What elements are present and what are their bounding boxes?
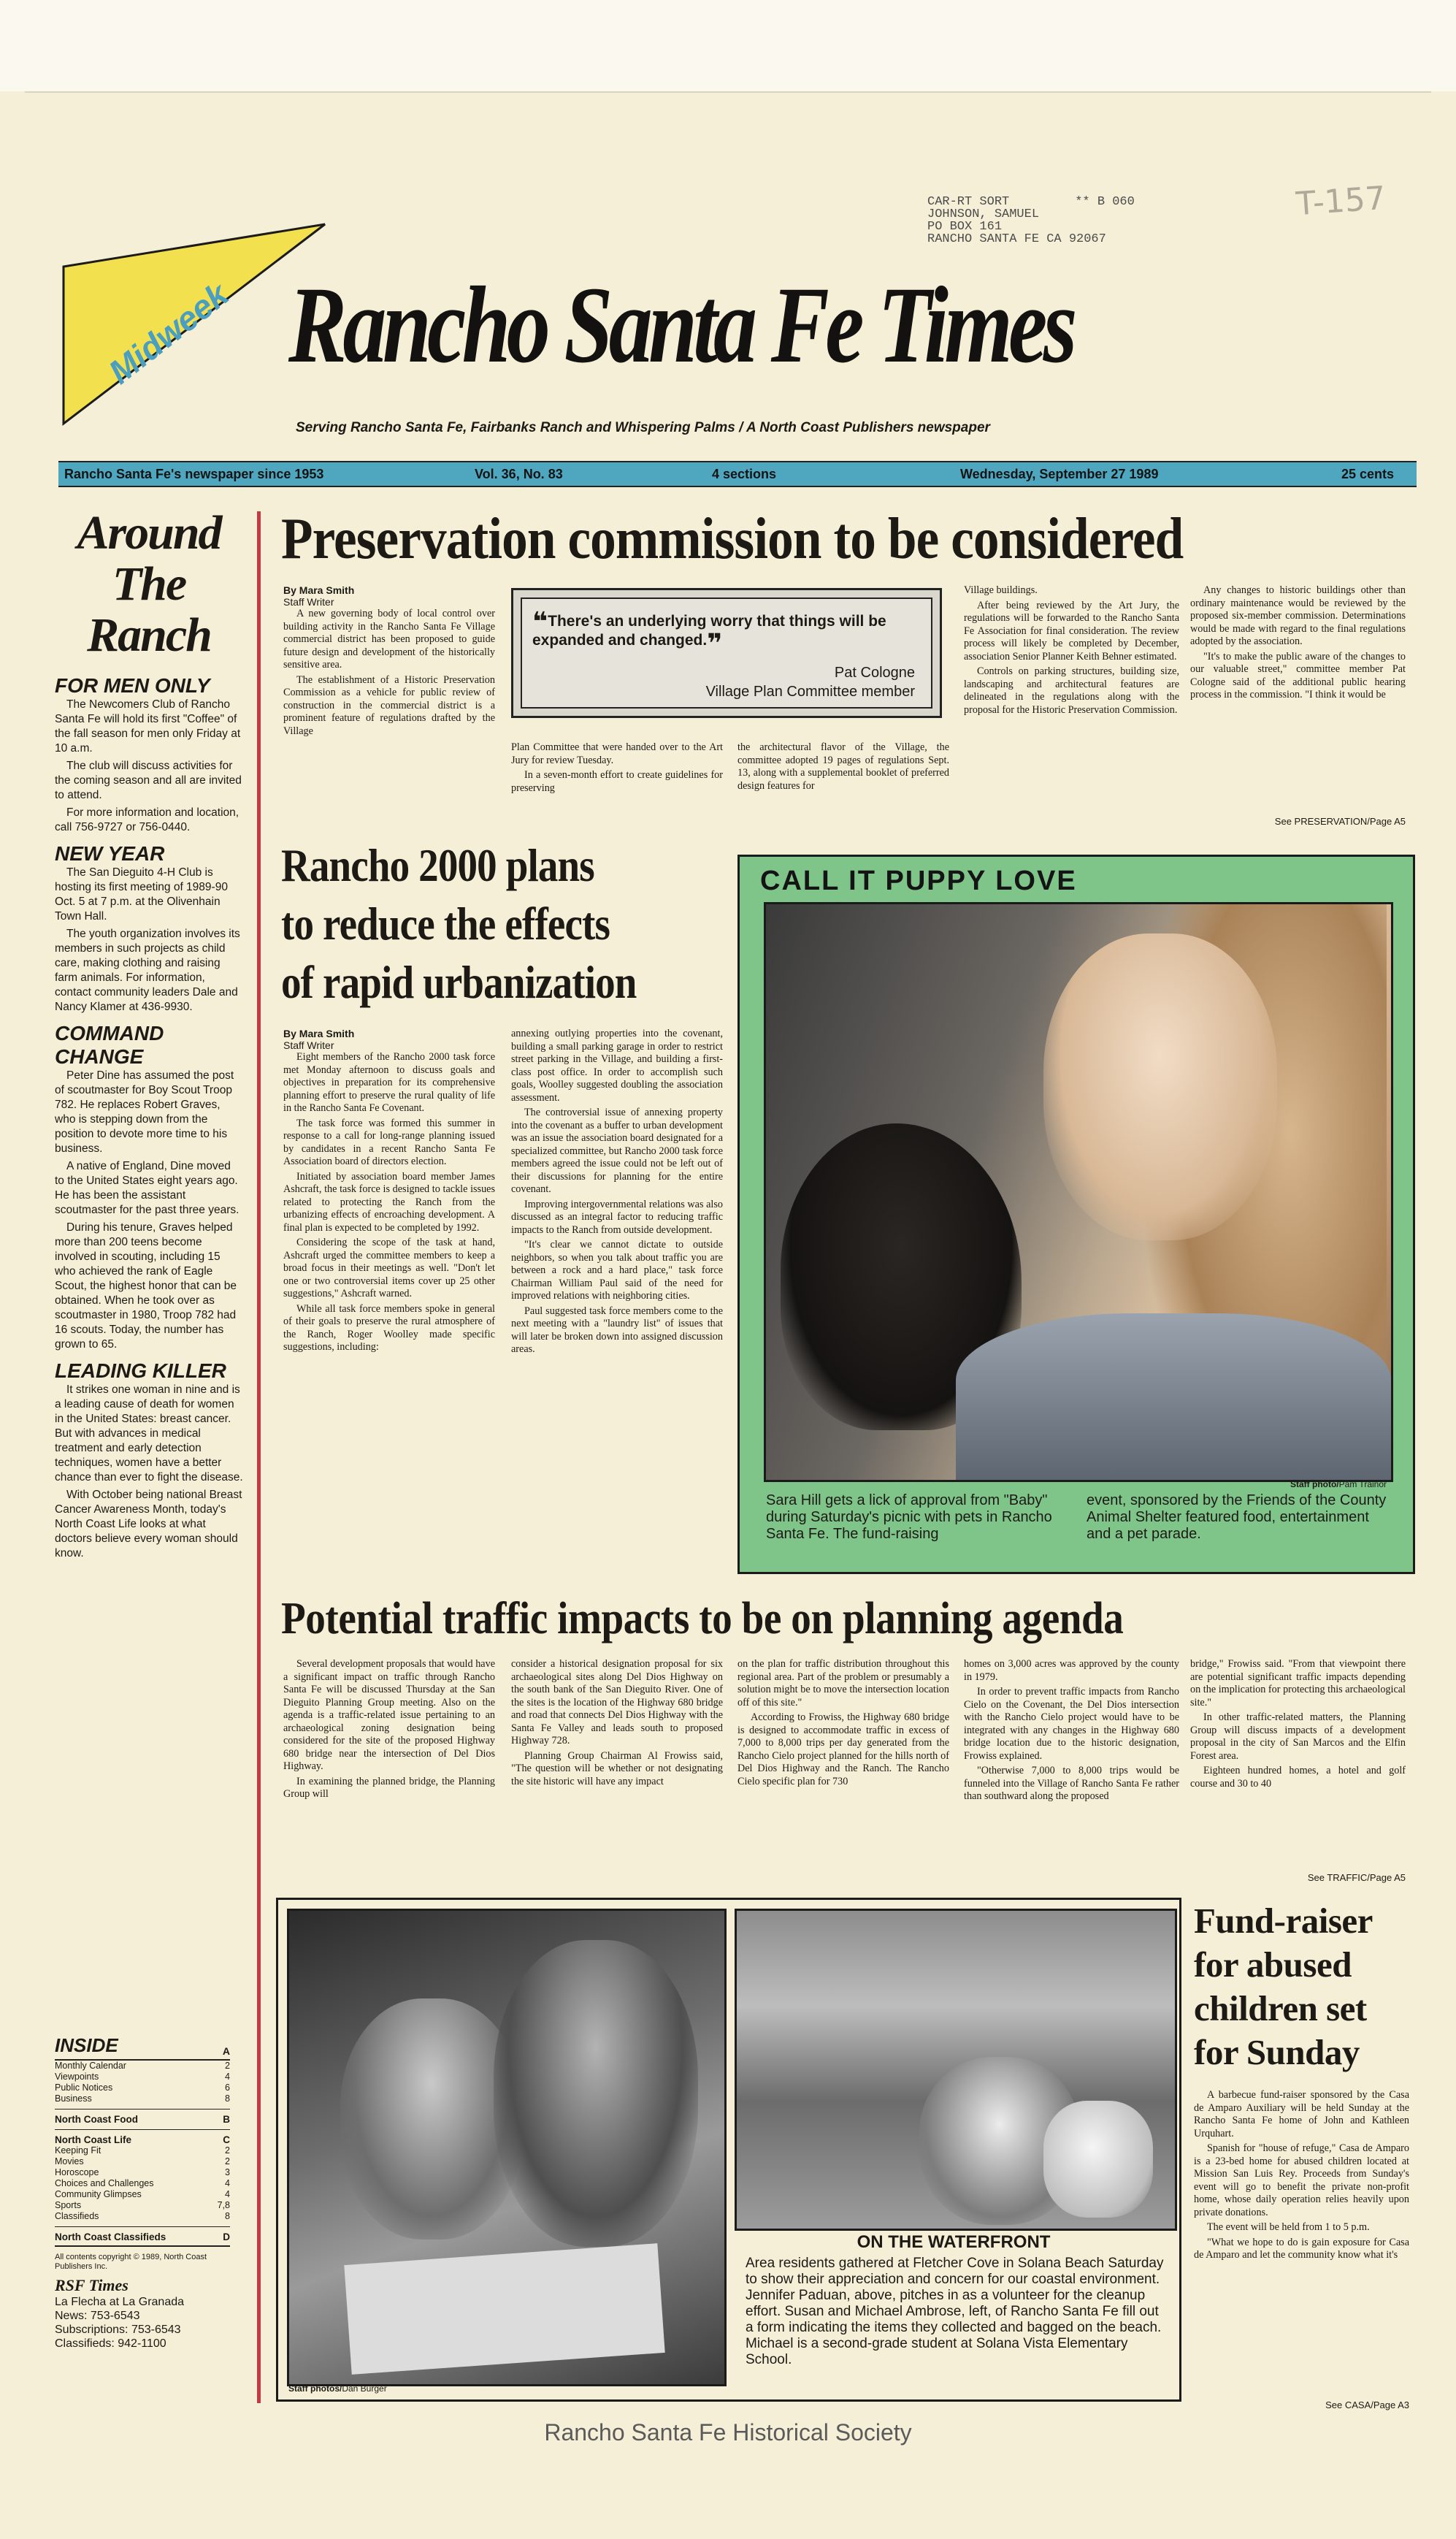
story1-paragraph: "It's to make the public aware of the changes to our valuable street," committee member Pat Cologne said of the additional public hearing process in the commission. "I think it would be: [1190, 650, 1406, 700]
index-row-page: 2: [225, 2061, 230, 2071]
story1-col1: [283, 584, 495, 740]
sidebar-title-line: The: [112, 557, 186, 611]
index-row: [55, 2156, 230, 2167]
label-line2: JOHNSON, SAMUEL: [927, 207, 1040, 221]
index-row-page: 8: [225, 2211, 230, 2221]
story2-byline: By Mara Smith: [283, 1028, 355, 1039]
story2-paragraph: Eight members of the Rancho 2000 task force met Monday afternoon to discuss goals and objectives in preparation for its comprehensive planning effort to preserve the rural quality of life in the Rancho Santa Fe Covenant.: [283, 1051, 495, 1114]
index-row: [55, 2072, 230, 2082]
label-line1: CAR-RT SORT: [927, 195, 1010, 209]
sidebar-item-text: Peter Dine has assumed the post of scoutmaster for Boy Scout Troop 782. He replaces Robert Graves, who is stepping down from the position to devote more time to his business.: [55, 1069, 234, 1155]
index-section: [55, 2109, 230, 2125]
story2-paragraph: Considering the scope of the task at hand, Ashcraft urged the committee members to keep a broad focus in their meetings as well. "Don't let one or two controversial items cover up 25 other suggestions," Ashcraft warned.: [283, 1237, 495, 1299]
office-address: La Flecha at La Granada: [55, 2296, 185, 2308]
inside-index: [55, 2034, 230, 2351]
sidebar-title-line: Ranch: [87, 608, 211, 662]
story1-headline: Preservation commission to be considered: [281, 507, 1184, 571]
index-row: [55, 2061, 230, 2072]
sidebar-item: [55, 1022, 243, 1352]
close-quote-glyph: ❞: [707, 628, 723, 658]
story1-paragraph: The establishment of a Historic Preservation Commission as a vehicle for public review of construction in the commercial district is a prominent feature of regulations drafted by the Village: [283, 673, 495, 737]
waterfront-photo-right: [735, 1909, 1177, 2231]
credit-label: Staff photo/: [1290, 1479, 1339, 1489]
index-row-label: Community Glimpses: [55, 2189, 142, 2199]
sidebar-item-text: The youth organization involves its members in such projects as child care, making clothing and raising farm animals. For information, contact community leaders Dale and Nancy Klamer at 436-9930.: [55, 928, 240, 1013]
story1-paragraph: Controls on parking structures, building size, landscaping and architectural features are delineated in the regulations along with the proposal for the Historic Preservation Commission.: [964, 665, 1179, 716]
sidebar-item-head: FOR MEN ONLY: [55, 674, 210, 697]
office-subscriptions: Subscriptions: 753-6543: [55, 2324, 181, 2336]
story3-paragraph: on the plan for traffic distribution throughout this regional area. Part of the problem or presumably a solution might be to move the intersection location off of this site.": [737, 1658, 949, 1708]
story3-paragraph: "Otherwise 7,000 to 8,000 trips would be funneled into the Village of Rancho Santa Fe rather than southward along the proposed: [964, 1765, 1179, 1802]
index-row-page: 2: [225, 2145, 230, 2156]
photo-adult: [494, 1940, 698, 2247]
index-row-page: 6: [225, 2082, 230, 2093]
story1-paragraph: In a seven-month effort to create guidelines for preserving: [511, 769, 723, 794]
index-row: [55, 2200, 230, 2211]
mailing-label: [927, 196, 1205, 245]
story1-col2: [511, 741, 723, 797]
index-section-label: North Coast Life: [55, 2134, 132, 2145]
sidebar-item-text: It strikes one woman in nine and is a leading cause of death for women in the United States: breast cancer. But with advances in medical treatment and early detection techniques, women have a better chance than ever to fight the disease.: [55, 1383, 243, 1484]
index-row-label: Keeping Fit: [55, 2145, 101, 2156]
index-row: [55, 2178, 230, 2189]
sidebar-title: [55, 508, 243, 661]
index-row-label: Business: [55, 2093, 92, 2104]
story3-paragraph: consider a historical designation proposal for six archaeological sites along Del Dios Highway on the south bank of the San Dieguito River. One of the sites is the location of the Highway 680 bridge and road that connects Del Dios Highway with the Santa Fe Valley and leads south to proposed Highway 728.: [511, 1658, 723, 1746]
index-row-label: Choices and Challenges: [55, 2178, 154, 2188]
story1-role: Staff Writer: [283, 596, 334, 608]
waterfront-title: ON THE WATERFRONT: [857, 2232, 1051, 2252]
index-section-label: North Coast Food: [55, 2114, 138, 2125]
story2-headline: [281, 836, 637, 1012]
index-section: [55, 2129, 230, 2145]
label-code: ** B 060: [1075, 195, 1135, 209]
masthead-strip: [58, 461, 1417, 487]
index-row-label: Public Notices: [55, 2082, 113, 2093]
index-section-letter: C: [223, 2134, 230, 2145]
sidebar-title-line: Around: [77, 506, 221, 560]
story3-col3: [737, 1658, 949, 1790]
scan-edge: [0, 0, 1456, 91]
story3-paragraph: In order to prevent traffic impacts from Rancho Cielo on the Covenant, the Del Dios intersection with the Rancho Cielo project would have to be integrated with any changes in the Highway 680 bridge location due to the historic designation, Frowiss explained.: [964, 1686, 1179, 1762]
story2-headline-line: to reduce the effects: [281, 898, 610, 950]
story1-paragraph: Any changes to historic buildings other than ordinary maintenance would be reviewed by the proposed six-member commission. Determinations would be made with regard to the final regulations adopted by the association.: [1190, 584, 1406, 647]
puppy-love-header: CALL IT PUPPY LOVE: [760, 866, 1077, 896]
story1-col4: [964, 584, 1179, 719]
story4-headline-line: for abused: [1194, 1944, 1352, 1985]
index-section: [55, 2226, 230, 2247]
sidebar-item-text: The Newcomers Club of Rancho Santa Fe will hold its first "Coffee" of the fall season for men only Friday at 10 a.m.: [55, 698, 241, 755]
story1-paragraph: After being reviewed by the Art Jury, the regulations will be forwarded to the Rancho Santa Fe Association for final consideration. The review process will likely be completed by December, association Senior Planner Keith Behner estimated.: [964, 599, 1179, 663]
sidebar-item-text: A native of England, Dine moved to the United States eight years ago. He has been the assistant scoutmaster for the past three years.: [55, 1160, 240, 1216]
story2-paragraph: While all task force members spoke in general of their goals to preserve the rural atmosphere of the Ranch, Roger Woolley made specific suggestions, including:: [283, 1302, 495, 1353]
story2-paragraph: Paul suggested task force members come to the next meeting with a "laundry list" of issues that will later be broken down into assigned discussion areas.: [511, 1305, 723, 1355]
story1-paragraph: A new governing body of local control over building activity in the Rancho Santa Fe Village commercial district has been proposed to guide future design and development of the historically sensitive area.: [283, 608, 495, 671]
story2-paragraph: The task force was formed this summer in response to a call for long-range planning issued by candidates in a recent Rancho Santa Fe Association board of directors election.: [283, 1117, 495, 1167]
story2-paragraph: Improving intergovernmental relations was also discussed as an integral factor to reducing traffic impacts to the Ranch from outside development.: [511, 1198, 723, 1236]
story2-headline-line: of rapid urbanization: [281, 956, 637, 1008]
index-row-label: Movies: [55, 2156, 84, 2166]
credit-name: Pam Trainor: [1338, 1479, 1387, 1489]
index-section-label: North Coast Classifieds: [55, 2231, 166, 2242]
index-section-letter: B: [223, 2114, 230, 2125]
waterfront-photo-left: [287, 1909, 727, 2386]
strip-sections: 4 sections: [712, 467, 777, 481]
story4-headline-line: Fund-raiser: [1194, 1901, 1373, 1941]
credit-label: Staff photos/: [288, 2383, 342, 2394]
story2-paragraph: "It's clear we cannot dictate to outside neighbors, so when you talk about traffic you are between a rock and a hard place," task force Chairman William Paul said of the need for improved relations with neighboring cities.: [511, 1239, 723, 1302]
story4-paragraph: A barbecue fund-raiser sponsored by the Casa de Amparo Auxiliary will be held Sunday at the Rancho Santa Fe home of John and Kathleen Urquhart.: [1194, 2089, 1409, 2139]
story1-byline: By Mara Smith: [283, 584, 355, 596]
story3-paragraph: homes on 3,000 acres was approved by the county in 1979.: [964, 1658, 1179, 1683]
office-title: RSF Times: [55, 2276, 129, 2294]
story4-paragraph: The event will be held from 1 to 5 p.m.: [1207, 2221, 1370, 2233]
historical-society-watermark: Rancho Santa Fe Historical Society: [544, 2419, 912, 2446]
story4-paragraph: "What we hope to do is gain exposure for Casa de Amparo and let the community know what it's: [1194, 2236, 1409, 2261]
story3-paragraph: Planning Group Chairman Al Frowiss said, "The question will be whether or not designating the site historic will have any impact: [511, 1749, 723, 1787]
masthead-title: Rancho Santa Fe Times: [288, 264, 1073, 386]
index-row-page: 3: [225, 2167, 230, 2177]
story3-col1: [283, 1658, 495, 1803]
index-row: [55, 2211, 230, 2222]
puppy-photo: [764, 902, 1393, 1482]
index-title: INSIDE: [55, 2034, 118, 2056]
story4-headline: [1194, 1899, 1413, 2074]
pull-quote-box: [511, 588, 942, 718]
sidebar: [55, 508, 243, 1564]
sidebar-item-text: The San Dieguito 4-H Club is hosting its first meeting of 1989-90 Oct. 5 at 7 p.m. at the Olivenhain Town Hall.: [55, 866, 228, 923]
open-quote-glyph: ❝: [532, 606, 548, 636]
pull-quote-text: [532, 606, 921, 658]
waterfront-block: [276, 1898, 1181, 2402]
index-row-page: 8: [225, 2093, 230, 2104]
office-news: News: 753-6543: [55, 2310, 140, 2322]
story2-role: Staff Writer: [283, 1039, 334, 1051]
quote-attrib-title: Village Plan Committee member: [705, 684, 915, 700]
story3-col5: [1190, 1658, 1406, 1792]
index-letter: A: [222, 2045, 230, 2057]
strip-volume: Vol. 36, No. 83: [475, 467, 563, 481]
index-row-label: Sports: [55, 2200, 82, 2210]
puppy-photo-credit: [1290, 1479, 1387, 1489]
story3-paragraph: Several development proposals that would have a significant impact on traffic through Rancho Santa Fe will be discussed Thursday at the San Dieguito Planning Group meeting. Also on the agenda is a traffic-related issue pertaining to an archaeological zoning designation being considered for the site of the proposed Highway 680 bridge near the intersection of Del Dios Highway.: [283, 1658, 495, 1772]
story4-headline-line: for Sunday: [1194, 2032, 1360, 2072]
waterfront-caption: Area residents gathered at Fletcher Cove in Solana Beach Saturday to show their appreciation and concern for our coastal environment. Jennifer Paduan, above, pitches in as a volunteer for the cleanup effort. Susan and Michael Ambrose, left, of Rancho Santa Fe fill out a form indicating the items they collected and bagged on the beach. Michael is a second-grade student at Solana Vista Elementary School.: [746, 2256, 1164, 2367]
story3-paragraph: In other traffic-related matters, the Planning Group will discuss impacts of a development proposal in the city of San Marcos and the Elfin Forest area.: [1190, 1711, 1406, 1762]
story1-col3: [737, 741, 949, 795]
office-classifieds: Classifieds: 942-1100: [55, 2337, 166, 2350]
story1-paragraph: the architectural flavor of the Village, the committee adopted 19 pages of regulations Sept. 13, along with a supplemental booklet of preferred design features for: [737, 741, 949, 792]
strip-date: Wednesday, September 27 1989: [960, 467, 1159, 481]
story3-col4: [964, 1658, 1179, 1806]
sidebar-item: [55, 842, 243, 1015]
index-row: [55, 2082, 230, 2093]
index-copyright: All contents copyright © 1989, North Coast Publishers Inc.: [55, 2253, 207, 2271]
story4-column: [1194, 2089, 1409, 2264]
sidebar-item-head: NEW YEAR: [55, 842, 165, 865]
story2-paragraph: The controversial issue of annexing property into the covenant as a buffer to urban development was an issue the association board designated for a specialized committee, but Rancho 2000 task force members agreed the issue could not be left out of their discussions for planning for the entire covenant.: [511, 1107, 723, 1195]
edition-tag: Midweek: [101, 275, 236, 392]
puppy-love-box: [737, 855, 1415, 1574]
story3-paragraph: According to Frowiss, the Highway 680 bridge is designed to accommodate traffic in excess of 7,000 to 8,000 trips per day generated from the Rancho Cielo project planned for the hills north of Del Dios Highway and the Ranch. The Rancho Cielo specific plan for 730: [737, 1711, 949, 1787]
index-row-label: Classifieds: [55, 2211, 99, 2221]
index-row-label: Horoscope: [55, 2167, 99, 2177]
story1-col5: [1190, 584, 1406, 704]
story3-paragraph: Eighteen hundred homes, a hotel and golf course and 30 to 40: [1190, 1765, 1406, 1790]
sidebar-item-head: LEADING KILLER: [55, 1359, 226, 1382]
sidebar-item-head: COMMAND CHANGE: [55, 1022, 164, 1068]
photo-trash-bag: [1043, 2101, 1153, 2218]
waterfront-photo-credit: [288, 2383, 387, 2394]
story2-paragraph: annexing outlying properties into the covenant, building a small parking garage in order to restrict street parking in the Village, and building a first-class post office. In order to accomplish such goals, Woolley suggested doubling the association assessment.: [511, 1028, 723, 1104]
strip-price: 25 cents: [1341, 467, 1395, 481]
story4-jump: See CASA/Page A3: [1325, 2399, 1409, 2410]
story1-jump: See PRESERVATION/Page A5: [1274, 816, 1406, 827]
index-section-letter: D: [223, 2231, 230, 2242]
photo-shirt: [956, 1313, 1391, 1481]
index-row-page: 4: [225, 2072, 230, 2082]
label-line3: PO BOX 161: [927, 220, 1003, 234]
quote-attrib-name: Pat Cologne: [834, 665, 915, 681]
story3-jump: See TRAFFIC/Page A5: [1307, 1872, 1406, 1883]
sidebar-item: [55, 674, 243, 835]
index-row-label: Viewpoints: [55, 2072, 99, 2082]
index-row: [55, 2167, 230, 2178]
story4-headline-line: children set: [1194, 1988, 1367, 2028]
credit-name: Dan Burger: [342, 2383, 387, 2394]
index-row: [55, 2145, 230, 2156]
strip-since: Rancho Santa Fe's newspaper since 1953: [64, 467, 324, 481]
photo-form: [344, 2243, 664, 2375]
index-row-page: 4: [225, 2178, 230, 2188]
handwritten-mark: T-157: [1295, 179, 1387, 224]
sidebar-item-text: With October being national Breast Cancer Awareness Month, today's North Coast Life looks at what doctors believe every woman should know.: [55, 1489, 242, 1559]
index-row-page: 7,8: [217, 2200, 230, 2210]
story2-col2: [511, 1028, 723, 1359]
story2-paragraph: Initiated by association board member James Ashcraft, the task force is designed to tackle issues related to protecting the Ranch from the urbanizing effects of encroaching development. A final plan is expected to be completed by 1992.: [283, 1170, 495, 1234]
index-row-page: 4: [225, 2189, 230, 2199]
scan-border-line: [25, 91, 1431, 93]
quote-body: There's an underlying worry that things will be expanded and changed.: [532, 613, 886, 649]
story1-paragraph: Plan Committee that were handed over to the Art Jury for review Tuesday.: [511, 741, 723, 766]
story2-col1: [283, 1028, 495, 1356]
index-row-page: 2: [225, 2156, 230, 2166]
index-row: [55, 2189, 230, 2200]
index-row-label: Monthly Calendar: [55, 2061, 126, 2071]
story1-paragraph: Village buildings.: [964, 584, 1038, 596]
story3-col2: [511, 1658, 723, 1790]
story4-paragraph: Spanish for "house of refuge," Casa de Amparo is a 23-bed home for abused children located at Mission San Luis Rey. Proceeds from Sunday's event will go to benefit the private non-profit home, whose daily operation relies heavily upon private donations.: [1194, 2142, 1409, 2218]
sidebar-item-text: The club will discuss activities for the coming season and all are invited to attend.: [55, 760, 242, 801]
puppy-caption-left: Sara Hill gets a lick of approval from "Baby" during Saturday's picnic with pets in Rancho Santa Fe. The fund-raising: [766, 1492, 1052, 1542]
sidebar-item-text: For more information and location, call 756-9727 or 756-0440.: [55, 806, 240, 833]
story3-headline: Potential traffic impacts to be on planning agenda: [281, 1594, 1124, 1643]
sidebar-rule: [257, 511, 261, 2403]
puppy-caption-right: event, sponsored by the Friends of the County Animal Shelter featured food, entertainment and a pet parade.: [1087, 1492, 1387, 1542]
sidebar-item: [55, 1359, 243, 1561]
masthead-tagline: Serving Rancho Santa Fe, Fairbanks Ranch and Whispering Palms / A North Coast Publishers newspaper: [296, 420, 990, 435]
photo-subject-face: [1043, 933, 1277, 1240]
index-row: [55, 2093, 230, 2104]
sidebar-item-text: During his tenure, Graves helped more than 200 teens become involved in scouting, including 15 who achieved the rank of Eagle Scout, the highest honor that can be obtained. When he took over as scoutmaster in 1980, Troop 782 had 16 scouts. Today, the number has grown to 65.: [55, 1221, 237, 1351]
label-line4: RANCHO SANTA FE CA 92067: [927, 232, 1106, 246]
story3-paragraph: bridge," Frowiss said. "From that viewpoint there are potential significant traffic impacts depending on the implication for protecting this archaeological site.": [1190, 1658, 1406, 1708]
story2-headline-line: Rancho 2000 plans: [281, 839, 594, 891]
story3-paragraph: In examining the planned bridge, the Planning Group will: [283, 1775, 495, 1800]
